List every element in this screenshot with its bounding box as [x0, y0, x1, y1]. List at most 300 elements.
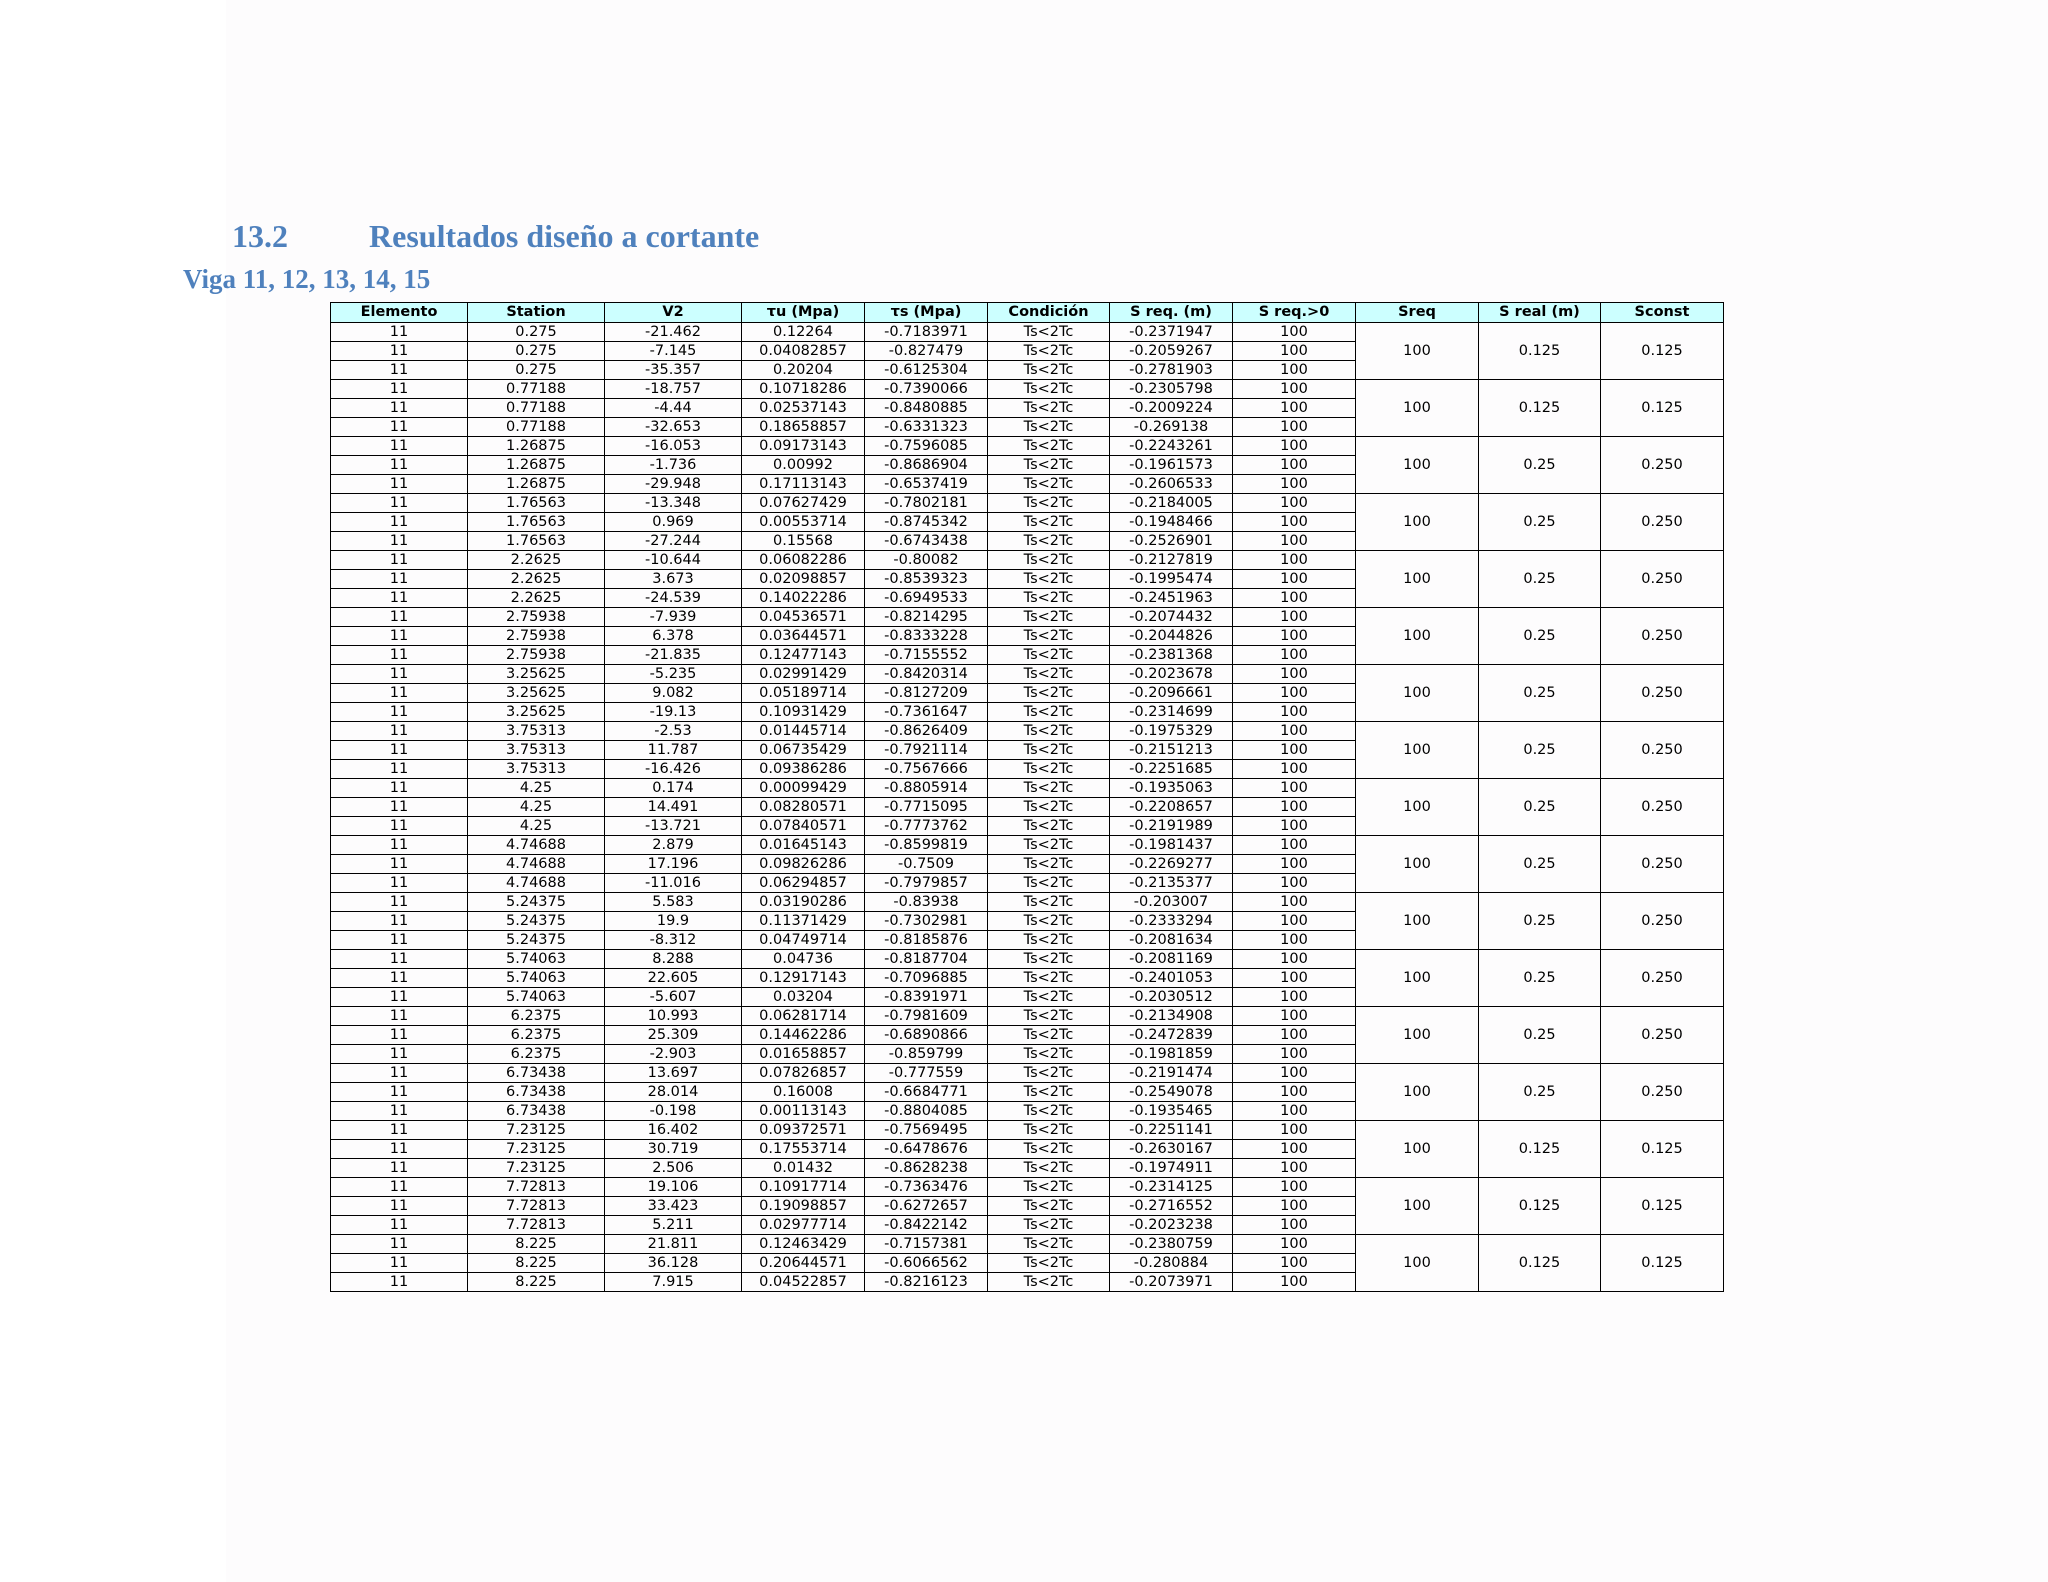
cell-s-req-positive: 100	[1233, 703, 1356, 722]
header-s-req-positive: S req.>0	[1233, 303, 1356, 323]
cell-s-req: -0.2184005	[1110, 494, 1233, 513]
cell-v2: -13.348	[605, 494, 742, 513]
cell-condicion: Ts<2Tc	[988, 570, 1110, 589]
cell-s-req-positive: 100	[1233, 779, 1356, 798]
cell-s-req-positive: 100	[1233, 1045, 1356, 1064]
cell-s-req: -0.2314125	[1110, 1178, 1233, 1197]
cell-tau-u: 0.09386286	[742, 760, 865, 779]
cell-s-req-positive: 100	[1233, 1083, 1356, 1102]
cell-s-req: -0.1961573	[1110, 456, 1233, 475]
cell-station: 4.74688	[468, 855, 605, 874]
cell-s-req: -0.2135377	[1110, 874, 1233, 893]
cell-s-req: -0.2081634	[1110, 931, 1233, 950]
cell-tau-s: -0.8480885	[865, 399, 988, 418]
cell-station: 6.73438	[468, 1102, 605, 1121]
cell-tau-u: 0.00992	[742, 456, 865, 475]
cell-tau-u: 0.16008	[742, 1083, 865, 1102]
cell-v2: 0.969	[605, 513, 742, 532]
cell-tau-u: 0.14022286	[742, 589, 865, 608]
cell-station: 3.75313	[468, 722, 605, 741]
cell-condicion: Ts<2Tc	[988, 741, 1110, 760]
cell-station: 3.25625	[468, 684, 605, 703]
cell-station: 2.75938	[468, 627, 605, 646]
cell-tau-u: 0.17553714	[742, 1140, 865, 1159]
cell-s-req-positive: 100	[1233, 570, 1356, 589]
cell-s-real: 0.25	[1479, 1064, 1601, 1121]
cell-station: 1.26875	[468, 437, 605, 456]
cell-v2: 28.014	[605, 1083, 742, 1102]
cell-v2: -1.736	[605, 456, 742, 475]
cell-tau-u: 0.02537143	[742, 399, 865, 418]
cell-s-req-positive: 100	[1233, 1235, 1356, 1254]
cell-s-req: -0.2380759	[1110, 1235, 1233, 1254]
cell-s-req-positive: 100	[1233, 1254, 1356, 1273]
cell-s-req-positive: 100	[1233, 361, 1356, 380]
cell-tau-u: 0.07840571	[742, 817, 865, 836]
cell-station: 2.75938	[468, 608, 605, 627]
cell-condicion: Ts<2Tc	[988, 988, 1110, 1007]
cell-sconst: 0.250	[1601, 437, 1724, 494]
cell-tau-s: -0.8187704	[865, 950, 988, 969]
cell-station: 6.2375	[468, 1026, 605, 1045]
cell-v2: 3.673	[605, 570, 742, 589]
cell-tau-u: 0.03190286	[742, 893, 865, 912]
cell-sreq: 100	[1356, 665, 1479, 722]
cell-tau-s: -0.6537419	[865, 475, 988, 494]
cell-tau-s: -0.7921114	[865, 741, 988, 760]
cell-s-real: 0.25	[1479, 950, 1601, 1007]
cell-s-req-positive: 100	[1233, 646, 1356, 665]
cell-tau-s: -0.8216123	[865, 1273, 988, 1292]
cell-elemento: 11	[331, 1235, 468, 1254]
cell-s-real: 0.25	[1479, 437, 1601, 494]
cell-station: 8.225	[468, 1235, 605, 1254]
cell-v2: 33.423	[605, 1197, 742, 1216]
cell-elemento: 11	[331, 1159, 468, 1178]
cell-sreq: 100	[1356, 950, 1479, 1007]
cell-sreq: 100	[1356, 836, 1479, 893]
cell-elemento: 11	[331, 874, 468, 893]
cell-sreq: 100	[1356, 893, 1479, 950]
cell-tau-u: 0.11371429	[742, 912, 865, 931]
cell-tau-u: 0.10917714	[742, 1178, 865, 1197]
cell-sreq: 100	[1356, 1121, 1479, 1178]
cell-elemento: 11	[331, 456, 468, 475]
table-row	[331, 551, 1724, 570]
cell-tau-s: -0.7183971	[865, 323, 988, 342]
cell-condicion: Ts<2Tc	[988, 760, 1110, 779]
cell-elemento: 11	[331, 513, 468, 532]
cell-station: 0.275	[468, 342, 605, 361]
cell-tau-s: -0.7596085	[865, 437, 988, 456]
cell-tau-s: -0.6743438	[865, 532, 988, 551]
cell-sconst: 0.250	[1601, 608, 1724, 665]
cell-v2: 5.583	[605, 893, 742, 912]
cell-tau-u: 0.18658857	[742, 418, 865, 437]
cell-elemento: 11	[331, 570, 468, 589]
cell-tau-u: 0.04749714	[742, 931, 865, 950]
cell-station: 7.72813	[468, 1216, 605, 1235]
cell-elemento: 11	[331, 399, 468, 418]
cell-tau-u: 0.06082286	[742, 551, 865, 570]
cell-condicion: Ts<2Tc	[988, 342, 1110, 361]
cell-condicion: Ts<2Tc	[988, 798, 1110, 817]
cell-condicion: Ts<2Tc	[988, 855, 1110, 874]
cell-sconst: 0.250	[1601, 1007, 1724, 1064]
cell-station: 2.2625	[468, 589, 605, 608]
cell-tau-s: -0.6272657	[865, 1197, 988, 1216]
cell-v2: 11.787	[605, 741, 742, 760]
cell-elemento: 11	[331, 1254, 468, 1273]
cell-s-req: -0.2305798	[1110, 380, 1233, 399]
cell-s-real: 0.25	[1479, 1007, 1601, 1064]
cell-station: 6.2375	[468, 1007, 605, 1026]
cell-station: 2.2625	[468, 570, 605, 589]
cell-tau-u: 0.03644571	[742, 627, 865, 646]
cell-v2: 10.993	[605, 1007, 742, 1026]
cell-elemento: 11	[331, 1140, 468, 1159]
cell-elemento: 11	[331, 342, 468, 361]
cell-tau-s: -0.8804085	[865, 1102, 988, 1121]
cell-tau-u: 0.20644571	[742, 1254, 865, 1273]
cell-condicion: Ts<2Tc	[988, 1026, 1110, 1045]
cell-v2: 5.211	[605, 1216, 742, 1235]
cell-v2: 7.915	[605, 1273, 742, 1292]
cell-condicion: Ts<2Tc	[988, 1159, 1110, 1178]
cell-station: 7.23125	[468, 1159, 605, 1178]
cell-tau-s: -0.8626409	[865, 722, 988, 741]
cell-sconst: 0.250	[1601, 893, 1724, 950]
cell-s-req: -0.2073971	[1110, 1273, 1233, 1292]
cell-tau-u: 0.00099429	[742, 779, 865, 798]
cell-s-req: -0.2191474	[1110, 1064, 1233, 1083]
cell-station: 4.74688	[468, 836, 605, 855]
cell-s-req-positive: 100	[1233, 475, 1356, 494]
cell-tau-u: 0.09372571	[742, 1121, 865, 1140]
cell-sconst: 0.250	[1601, 950, 1724, 1007]
cell-s-real: 0.25	[1479, 665, 1601, 722]
cell-tau-u: 0.15568	[742, 532, 865, 551]
cell-s-req: -0.269138	[1110, 418, 1233, 437]
cell-tau-s: -0.83938	[865, 893, 988, 912]
cell-tau-s: -0.7979857	[865, 874, 988, 893]
cell-s-req: -0.2630167	[1110, 1140, 1233, 1159]
cell-station: 5.74063	[468, 969, 605, 988]
cell-s-req: -0.2243261	[1110, 437, 1233, 456]
header-condicion: Condición	[988, 303, 1110, 323]
cell-elemento: 11	[331, 1026, 468, 1045]
table-row	[331, 437, 1724, 456]
cell-station: 3.25625	[468, 703, 605, 722]
cell-s-req-positive: 100	[1233, 684, 1356, 703]
cell-elemento: 11	[331, 779, 468, 798]
table-row	[331, 1064, 1724, 1083]
cell-condicion: Ts<2Tc	[988, 836, 1110, 855]
cell-v2: 9.082	[605, 684, 742, 703]
cell-tau-s: -0.7302981	[865, 912, 988, 931]
cell-s-real: 0.125	[1479, 380, 1601, 437]
cell-tau-u: 0.12463429	[742, 1235, 865, 1254]
cell-elemento: 11	[331, 361, 468, 380]
cell-condicion: Ts<2Tc	[988, 1064, 1110, 1083]
cell-v2: 2.506	[605, 1159, 742, 1178]
cell-tau-s: -0.8391971	[865, 988, 988, 1007]
cell-s-req-positive: 100	[1233, 418, 1356, 437]
cell-elemento: 11	[331, 760, 468, 779]
cell-s-req-positive: 100	[1233, 665, 1356, 684]
cell-s-req: -0.2134908	[1110, 1007, 1233, 1026]
cell-s-real: 0.25	[1479, 836, 1601, 893]
cell-station: 3.25625	[468, 665, 605, 684]
cell-v2: -16.426	[605, 760, 742, 779]
cell-tau-s: -0.6949533	[865, 589, 988, 608]
cell-s-req: -0.2081169	[1110, 950, 1233, 969]
cell-sreq: 100	[1356, 722, 1479, 779]
cell-s-real: 0.125	[1479, 1235, 1601, 1292]
cell-s-real: 0.25	[1479, 722, 1601, 779]
cell-tau-s: -0.8420314	[865, 665, 988, 684]
header-sreq: Sreq	[1356, 303, 1479, 323]
cell-tau-s: -0.7509	[865, 855, 988, 874]
cell-condicion: Ts<2Tc	[988, 1216, 1110, 1235]
cell-v2: -18.757	[605, 380, 742, 399]
cell-tau-s: -0.8333228	[865, 627, 988, 646]
cell-condicion: Ts<2Tc	[988, 1083, 1110, 1102]
cell-condicion: Ts<2Tc	[988, 1197, 1110, 1216]
cell-s-real: 0.25	[1479, 494, 1601, 551]
cell-elemento: 11	[331, 380, 468, 399]
cell-tau-u: 0.08280571	[742, 798, 865, 817]
cell-condicion: Ts<2Tc	[988, 1254, 1110, 1273]
cell-elemento: 11	[331, 703, 468, 722]
cell-elemento: 11	[331, 323, 468, 342]
cell-v2: -32.653	[605, 418, 742, 437]
cell-tau-u: 0.05189714	[742, 684, 865, 703]
cell-s-req: -0.2191989	[1110, 817, 1233, 836]
cell-v2: -10.644	[605, 551, 742, 570]
cell-s-req: -0.2333294	[1110, 912, 1233, 931]
cell-sreq: 100	[1356, 779, 1479, 836]
cell-station: 1.26875	[468, 475, 605, 494]
cell-elemento: 11	[331, 1121, 468, 1140]
header-tau-s: τs (Mpa)	[865, 303, 988, 323]
cell-v2: -21.462	[605, 323, 742, 342]
cell-v2: -29.948	[605, 475, 742, 494]
cell-s-req-positive: 100	[1233, 931, 1356, 950]
cell-tau-u: 0.07627429	[742, 494, 865, 513]
cell-condicion: Ts<2Tc	[988, 532, 1110, 551]
cell-elemento: 11	[331, 494, 468, 513]
table-row	[331, 323, 1724, 342]
cell-tau-u: 0.07826857	[742, 1064, 865, 1083]
cell-tau-u: 0.00113143	[742, 1102, 865, 1121]
cell-elemento: 11	[331, 437, 468, 456]
cell-tau-u: 0.06735429	[742, 741, 865, 760]
cell-s-req-positive: 100	[1233, 1121, 1356, 1140]
cell-condicion: Ts<2Tc	[988, 475, 1110, 494]
cell-s-req-positive: 100	[1233, 1102, 1356, 1121]
cell-sconst: 0.125	[1601, 1178, 1724, 1235]
cell-s-req-positive: 100	[1233, 551, 1356, 570]
cell-tau-s: -0.7361647	[865, 703, 988, 722]
cell-sreq: 100	[1356, 1007, 1479, 1064]
cell-s-req: -0.2381368	[1110, 646, 1233, 665]
cell-tau-u: 0.20204	[742, 361, 865, 380]
cell-condicion: Ts<2Tc	[988, 931, 1110, 950]
cell-sreq: 100	[1356, 494, 1479, 551]
cell-v2: -0.198	[605, 1102, 742, 1121]
cell-tau-s: -0.8539323	[865, 570, 988, 589]
cell-tau-u: 0.12477143	[742, 646, 865, 665]
table-body	[331, 323, 1724, 1292]
cell-tau-u: 0.01445714	[742, 722, 865, 741]
cell-s-req: -0.2451963	[1110, 589, 1233, 608]
cell-s-req: -0.2030512	[1110, 988, 1233, 1007]
cell-elemento: 11	[331, 1197, 468, 1216]
cell-elemento: 11	[331, 836, 468, 855]
cell-station: 1.76563	[468, 532, 605, 551]
cell-v2: -2.903	[605, 1045, 742, 1064]
header-s-real: S real (m)	[1479, 303, 1601, 323]
header-elemento: Elemento	[331, 303, 468, 323]
cell-v2: 6.378	[605, 627, 742, 646]
cell-s-req-positive: 100	[1233, 1197, 1356, 1216]
cell-sconst: 0.125	[1601, 1235, 1724, 1292]
cell-tau-s: -0.7981609	[865, 1007, 988, 1026]
cell-tau-u: 0.10718286	[742, 380, 865, 399]
cell-condicion: Ts<2Tc	[988, 1007, 1110, 1026]
cell-s-req: -0.2549078	[1110, 1083, 1233, 1102]
cell-tau-u: 0.04522857	[742, 1273, 865, 1292]
cell-v2: -5.607	[605, 988, 742, 1007]
cell-v2: 8.288	[605, 950, 742, 969]
cell-station: 4.25	[468, 779, 605, 798]
cell-tau-s: -0.8422142	[865, 1216, 988, 1235]
cell-condicion: Ts<2Tc	[988, 817, 1110, 836]
cell-condicion: Ts<2Tc	[988, 893, 1110, 912]
cell-s-req: -0.2269277	[1110, 855, 1233, 874]
table-row	[331, 1007, 1724, 1026]
cell-elemento: 11	[331, 988, 468, 1007]
cell-s-req-positive: 100	[1233, 608, 1356, 627]
cell-station: 5.24375	[468, 912, 605, 931]
cell-tau-s: -0.80082	[865, 551, 988, 570]
cell-station: 5.74063	[468, 950, 605, 969]
header-v2: V2	[605, 303, 742, 323]
cell-condicion: Ts<2Tc	[988, 627, 1110, 646]
header-tau-u: τu (Mpa)	[742, 303, 865, 323]
cell-elemento: 11	[331, 798, 468, 817]
cell-station: 7.72813	[468, 1197, 605, 1216]
cell-tau-s: -0.8745342	[865, 513, 988, 532]
cell-tau-s: -0.6478676	[865, 1140, 988, 1159]
cell-tau-s: -0.7567666	[865, 760, 988, 779]
cell-tau-s: -0.8214295	[865, 608, 988, 627]
cell-tau-s: -0.7390066	[865, 380, 988, 399]
cell-station: 0.77188	[468, 418, 605, 437]
table-row	[331, 1178, 1724, 1197]
cell-sreq: 100	[1356, 1178, 1479, 1235]
cell-condicion: Ts<2Tc	[988, 969, 1110, 988]
cell-s-req: -0.1981437	[1110, 836, 1233, 855]
cell-s-req-positive: 100	[1233, 437, 1356, 456]
cell-tau-u: 0.01432	[742, 1159, 865, 1178]
cell-condicion: Ts<2Tc	[988, 361, 1110, 380]
cell-s-req: -0.2401053	[1110, 969, 1233, 988]
cell-sconst: 0.250	[1601, 494, 1724, 551]
cell-tau-u: 0.10931429	[742, 703, 865, 722]
cell-station: 4.25	[468, 798, 605, 817]
cell-condicion: Ts<2Tc	[988, 380, 1110, 399]
cell-condicion: Ts<2Tc	[988, 1235, 1110, 1254]
cell-condicion: Ts<2Tc	[988, 323, 1110, 342]
cell-sreq: 100	[1356, 608, 1479, 665]
cell-tau-u: 0.04536571	[742, 608, 865, 627]
cell-v2: -2.53	[605, 722, 742, 741]
cell-tau-u: 0.17113143	[742, 475, 865, 494]
cell-v2: -7.145	[605, 342, 742, 361]
cell-condicion: Ts<2Tc	[988, 722, 1110, 741]
cell-s-req-positive: 100	[1233, 722, 1356, 741]
cell-tau-u: 0.02098857	[742, 570, 865, 589]
cell-v2: -16.053	[605, 437, 742, 456]
cell-condicion: Ts<2Tc	[988, 646, 1110, 665]
cell-tau-s: -0.777559	[865, 1064, 988, 1083]
cell-s-req-positive: 100	[1233, 532, 1356, 551]
cell-s-req-positive: 100	[1233, 760, 1356, 779]
cell-tau-u: 0.14462286	[742, 1026, 865, 1045]
cell-s-real: 0.25	[1479, 779, 1601, 836]
cell-v2: -13.721	[605, 817, 742, 836]
cell-condicion: Ts<2Tc	[988, 1102, 1110, 1121]
cell-s-req-positive: 100	[1233, 456, 1356, 475]
cell-sconst: 0.250	[1601, 722, 1724, 779]
cell-station: 2.2625	[468, 551, 605, 570]
cell-s-req-positive: 100	[1233, 969, 1356, 988]
cell-elemento: 11	[331, 817, 468, 836]
cell-s-req: -0.2371947	[1110, 323, 1233, 342]
cell-sconst: 0.250	[1601, 836, 1724, 893]
cell-station: 0.77188	[468, 380, 605, 399]
cell-s-req: -0.2127819	[1110, 551, 1233, 570]
cell-v2: -5.235	[605, 665, 742, 684]
section-heading	[232, 218, 759, 255]
cell-tau-s: -0.827479	[865, 342, 988, 361]
cell-elemento: 11	[331, 551, 468, 570]
cell-station: 3.75313	[468, 760, 605, 779]
cell-station: 0.275	[468, 361, 605, 380]
cell-tau-s: -0.8686904	[865, 456, 988, 475]
cell-station: 5.24375	[468, 893, 605, 912]
table-row	[331, 380, 1724, 399]
cell-sconst: 0.125	[1601, 1121, 1724, 1178]
cell-sconst: 0.250	[1601, 1064, 1724, 1121]
cell-s-req-positive: 100	[1233, 1178, 1356, 1197]
cell-s-req-positive: 100	[1233, 817, 1356, 836]
cell-station: 0.77188	[468, 399, 605, 418]
cell-tau-u: 0.02977714	[742, 1216, 865, 1235]
cell-sreq: 100	[1356, 1235, 1479, 1292]
cell-s-req: -0.2251685	[1110, 760, 1233, 779]
cell-v2: -24.539	[605, 589, 742, 608]
cell-v2: -19.13	[605, 703, 742, 722]
cell-v2: 14.491	[605, 798, 742, 817]
cell-elemento: 11	[331, 589, 468, 608]
cell-elemento: 11	[331, 969, 468, 988]
shear-design-table	[330, 302, 1724, 1292]
cell-tau-u: 0.09826286	[742, 855, 865, 874]
cell-condicion: Ts<2Tc	[988, 665, 1110, 684]
